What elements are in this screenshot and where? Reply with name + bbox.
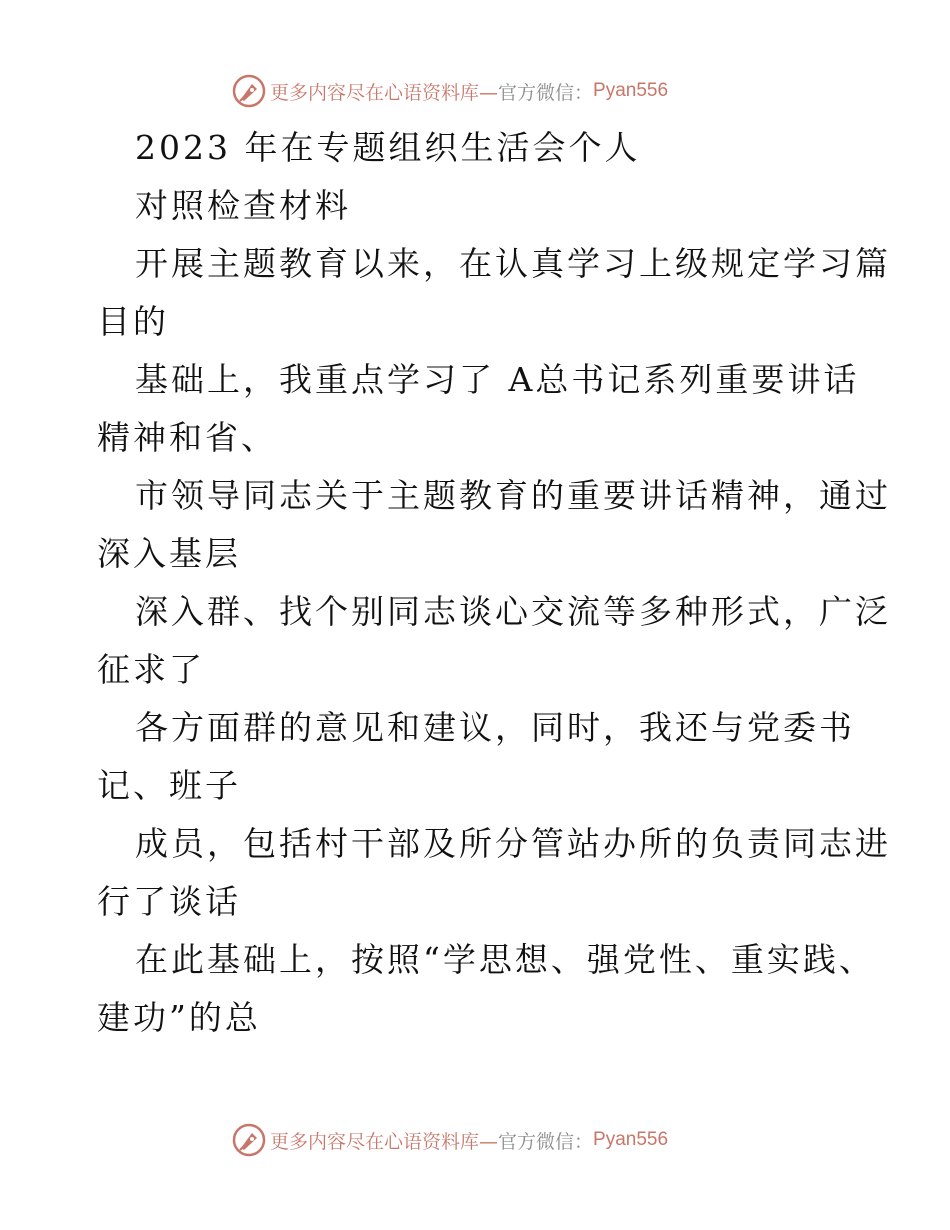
- paragraph-line: 基础上，我重点学习了 A总书记系列重要讲话: [135, 360, 860, 399]
- paragraph-line: 各方面群的意见和建议，同时，我还与党委书: [135, 708, 855, 747]
- paragraph-line: 深入基层: [97, 534, 241, 573]
- watermark-wechat-id: Pyan556: [593, 1129, 669, 1150]
- footer-watermark: [232, 1120, 668, 1160]
- watermark-wechat-id: Pyan556: [593, 80, 669, 101]
- paragraph-line: 行了谈话: [97, 882, 241, 921]
- header-watermark: [232, 71, 668, 111]
- pen-nib-logo-icon: [232, 74, 266, 108]
- paragraph-line: 开展主题教育以来，在认真学习上级规定学习篇: [135, 244, 891, 283]
- paragraph-line: 建功”的总: [97, 998, 261, 1037]
- watermark-wechat-label: 官方微信：: [498, 81, 594, 104]
- watermark-text: 更多内容尽在心语资料库—: [270, 1130, 499, 1153]
- paragraph-line: 市领导同志关于主题教育的重要讲话精神，通过: [135, 476, 891, 515]
- watermark-wechat-label: 官方微信：: [498, 1130, 594, 1153]
- paragraph-line: 在此基础上，按照“学思想、强党性、重实践、: [135, 940, 875, 979]
- paragraph-line: 目的: [97, 302, 169, 341]
- paragraph-line: 记、班子: [97, 766, 241, 805]
- paragraph-line: 征求了: [97, 650, 205, 689]
- document-title-line-2: 对照检查材料: [135, 186, 351, 225]
- paragraph-line: 深入群、找个别同志谈心交流等多种形式，广泛: [135, 592, 891, 631]
- document-title-line-1: 2023 年在专题组织生活会个人: [135, 128, 641, 167]
- pen-nib-logo-icon: [232, 1123, 266, 1157]
- paragraph-line: 精神和省、: [97, 418, 277, 457]
- watermark-text: 更多内容尽在心语资料库—: [270, 81, 499, 104]
- paragraph-line: 成员，包括村干部及所分管站办所的负责同志进: [135, 824, 891, 863]
